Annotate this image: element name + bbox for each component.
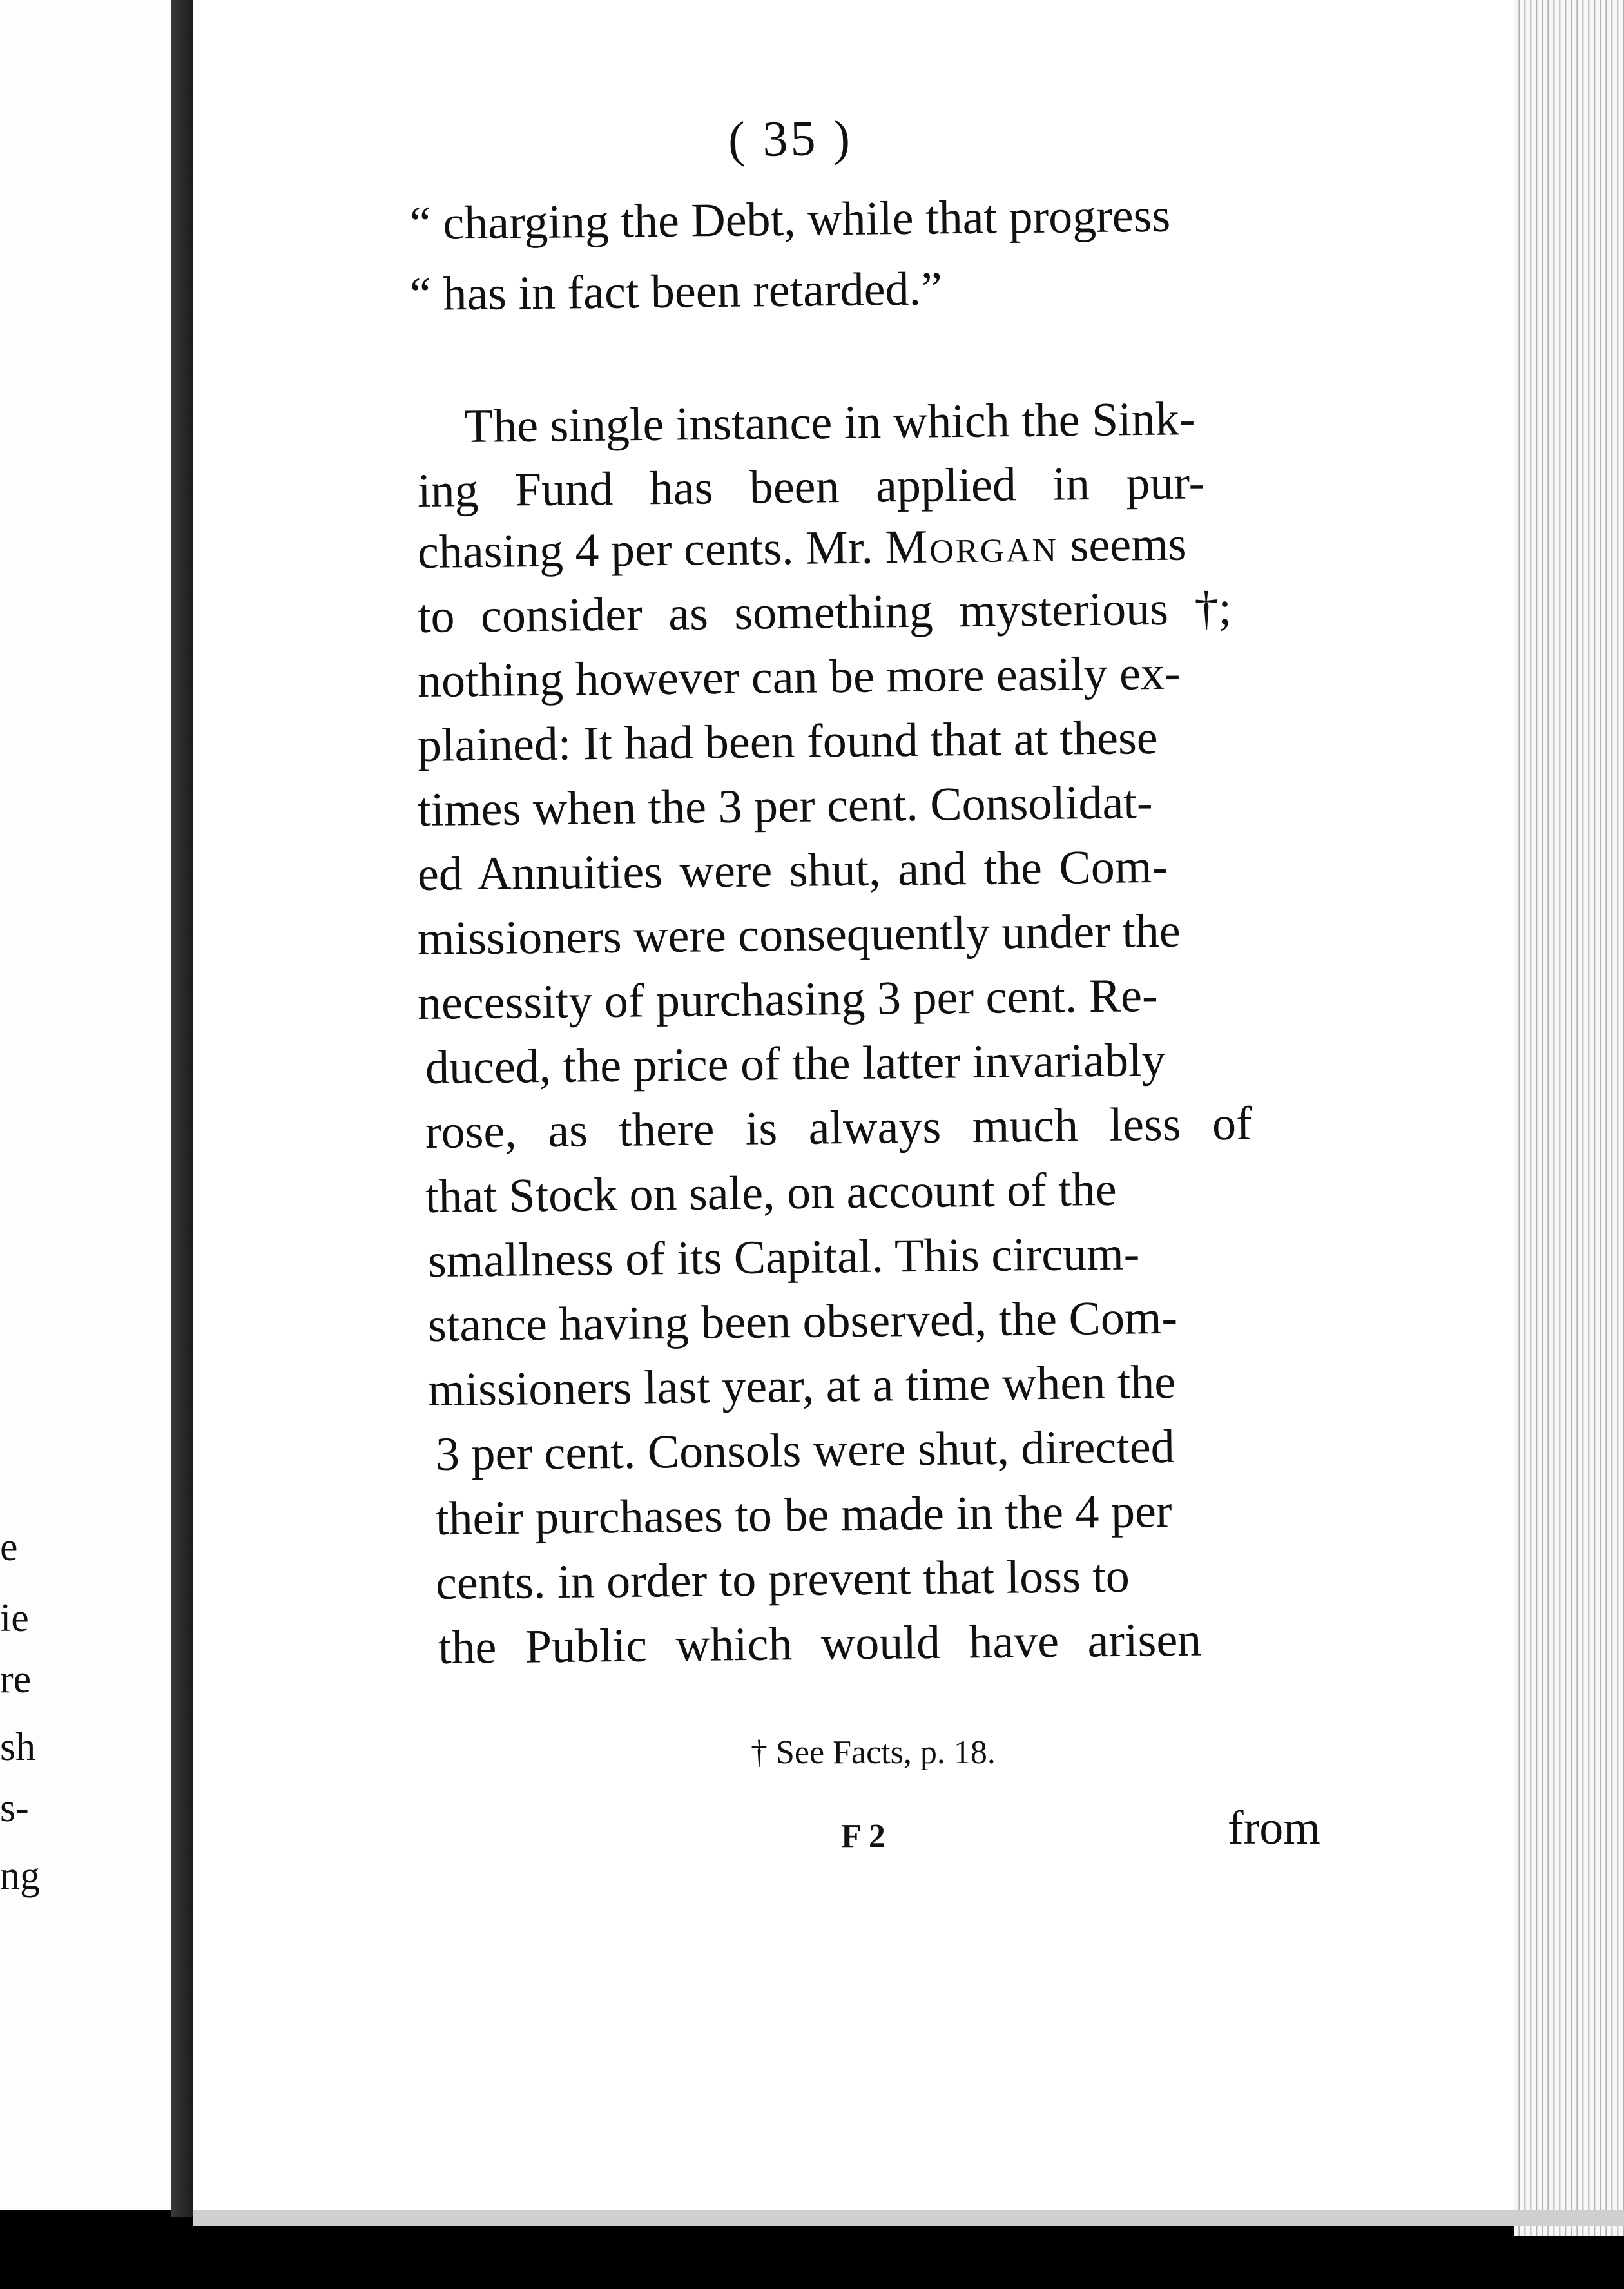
catchword: from: [1228, 1802, 1320, 1855]
text-line: plained: It had been found that at these: [417, 711, 1159, 772]
text-line: The single instance in which the Sink-: [463, 392, 1195, 453]
text-line: ed Annuities were shut, and the Com-: [417, 840, 1168, 901]
text-line: that Stock on sale, on account of the: [425, 1163, 1117, 1223]
text-line: missioners were consequently under the: [417, 904, 1181, 965]
left-page-fragment: e: [0, 1525, 18, 1569]
line-start: chasing 4 per cents. Mr.: [417, 521, 885, 579]
left-page-fragment: re: [0, 1657, 32, 1701]
text-line: rose, as there is always much less of: [425, 1097, 1253, 1159]
text-line: smallness of its Capital. This circum-: [427, 1227, 1140, 1288]
text-line: nothing however can be more easily ex-: [417, 646, 1181, 708]
text-line: “ charging the Debt, while that progress: [409, 189, 1171, 250]
text-line: times when the 3 per cent. Consolidat-: [417, 776, 1153, 836]
text-line: the Public which would have arisen: [438, 1613, 1202, 1674]
left-page-fragment: ng: [0, 1854, 40, 1898]
text-line: their purchases to be made in the 4 per: [435, 1485, 1172, 1545]
text-line: ing Fund has been applied in pur-: [417, 456, 1205, 517]
footnote: † See Facts, p. 18.: [751, 1734, 996, 1771]
person-name: Morgan: [884, 519, 1059, 574]
text-line: duced, the price of the latter invariably: [425, 1033, 1166, 1094]
text-line: cents. in order to prevent that loss to: [435, 1549, 1130, 1610]
text-line: to consider as something mysterious †;: [417, 581, 1232, 643]
text-line: 3 per cent. Consols were shut, directed: [435, 1420, 1175, 1481]
text-line: missioners last year, at a time when the: [427, 1355, 1176, 1416]
page-bottom-edge: [193, 2210, 1624, 2226]
left-page: [0, 0, 180, 2210]
left-page-fragment: sh: [0, 1725, 36, 1769]
text-line: stance having been observed, the Com-: [427, 1291, 1178, 1352]
left-page-fragment: s-: [0, 1786, 29, 1830]
signature-mark: F 2: [841, 1818, 885, 1855]
page-edges: [1514, 0, 1624, 2236]
left-page-fragment: ie: [0, 1596, 29, 1640]
text-line: necessity of purchasing 3 per cent. Re-: [417, 969, 1159, 1030]
line-end: seems: [1058, 517, 1187, 572]
page-number: ( 35 ): [728, 109, 853, 168]
text-line: [417, 517, 1187, 579]
text-line: “ has in fact been retarded.”: [409, 262, 943, 321]
